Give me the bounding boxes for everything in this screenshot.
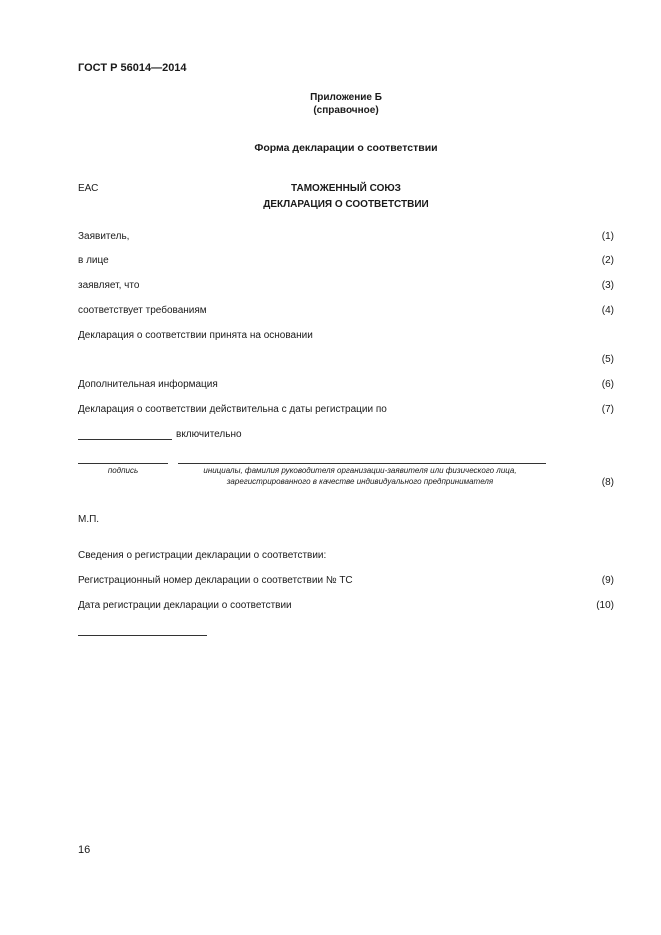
signature-line: [78, 463, 168, 464]
row-represented-number: (2): [601, 255, 614, 266]
registration-number-number: (9): [601, 575, 614, 586]
registration-date-number: (10): [596, 600, 614, 611]
registration-number-label: Регистрационный номер декларации о соответствии № ТС: [78, 575, 353, 586]
registration-date-blank: [78, 635, 207, 636]
eac-mark: ЕАС: [78, 183, 99, 194]
row-requirements-number: (4): [601, 305, 614, 316]
validity-date-blank: [78, 439, 172, 440]
standard-number: ГОСТ Р 56014—2014: [78, 62, 187, 74]
page-number: 16: [78, 844, 91, 856]
row-validity-number: (7): [601, 404, 614, 415]
row-requirements-label: соответствует требованиям: [78, 305, 207, 316]
signature-caption: подпись: [107, 466, 139, 475]
row-declares-number: (3): [601, 280, 614, 291]
row-applicant-label: Заявитель,: [78, 231, 130, 242]
registration-heading: Сведения о регистрации декларации о соответствии:: [78, 550, 327, 561]
row-applicant-number: (1): [601, 231, 614, 242]
declaration-heading: ДЕКЛАРАЦИЯ О СООТВЕТСТВИИ: [263, 199, 429, 210]
row-declares-label: заявляет, что: [78, 280, 140, 291]
stamp-mark: М.П.: [78, 514, 100, 525]
customs-union-heading: ТАМОЖЕННЫЙ СОЮЗ: [291, 183, 401, 194]
name-line: [178, 463, 546, 464]
row-additional-info-number: (6): [601, 379, 614, 390]
annex-subtitle: (справочное): [313, 105, 379, 116]
form-title: Форма декларации о соответствии: [254, 142, 438, 154]
row-additional-info-label: Дополнительная информация: [78, 379, 218, 390]
signature-number: (8): [601, 477, 614, 488]
registration-date-label: Дата регистрации декларации о соответствии: [78, 600, 292, 611]
name-caption-line2: зарегистрированного в качестве индивидуального предпринимателя: [226, 477, 494, 486]
inclusive-text: включительно: [176, 429, 242, 440]
name-caption-line1: инициалы, фамилия руководителя организации-заявителя или физического лица,: [203, 466, 517, 475]
row-basis-label: Декларация о соответствии принята на основании: [78, 330, 313, 341]
row-validity-label: Декларация о соответствии действительна с даты регистрации по: [78, 404, 387, 415]
annex-title: Приложение Б: [310, 92, 382, 103]
row-basis-number: (5): [601, 354, 614, 365]
row-represented-label: в лице: [78, 255, 109, 266]
